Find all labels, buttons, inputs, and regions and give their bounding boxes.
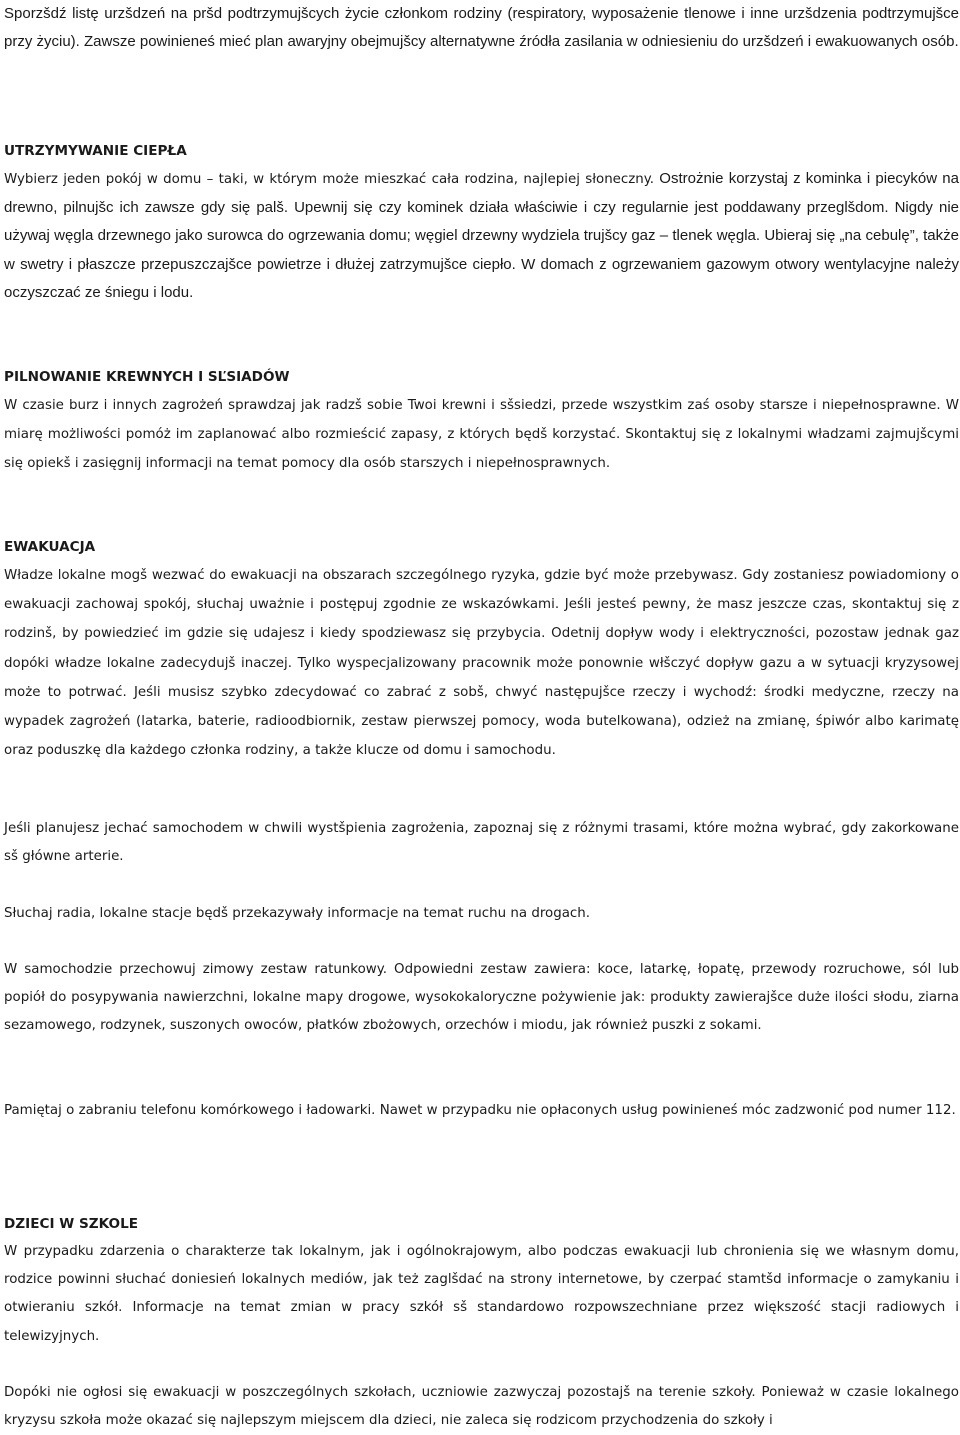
warmth-text-e: Ubieraj się „na cebulę”, także w swetry i płaszcze przepuszczajšce powietrze i dłużej zatrzymujšce ciepło. bbox=[4, 227, 959, 273]
section-heading-warmth: UTRZYMYWANIE CIEPŁA bbox=[4, 143, 187, 159]
evacuation-paragraph-4 bbox=[4, 956, 959, 1041]
school-p1-text-a: W przypadku zdarzenia o charakterze tak lokalnym, jak i ogólnokrajowym, albo podczas ewakuacji lub chronienia się we własnym domu, rodzice powinni słuchać doniesień lokalnych mediów, jak też zaglšdać na strony internetowe, by czerpać stamtšd informacje o zamykaniu i otwieraniu szkół. bbox=[4, 1244, 959, 1316]
school-p2-text-b: Ponieważ w czasie lokalnego kryzysu szkoła może okazać się najlepszym miejscem dla dzieci, nie zaleca się rodzicom przychodzenia do szkoły i bbox=[4, 1385, 959, 1429]
section-heading-evacuation: EWAKUACJA bbox=[4, 539, 96, 555]
evacuation-text-c: Jeśli jesteś pewny, że masz jeszcze czas, skontaktuj się z rodzinš, by powiedzieć im gdzie się udajesz i kiedy spodziewasz się przybycia. bbox=[4, 597, 959, 642]
section-heading-school: DZIECI W SZKOLE bbox=[4, 1216, 139, 1232]
evacuation-text-d: Odetnij dopływ wody i elektryczności, pozostaw jednak gaz dopóki władze lokalne zadecydujš inaczej. bbox=[4, 626, 959, 671]
warmth-paragraph bbox=[4, 165, 959, 307]
relatives-text-b: W miarę możliwości pomóż im zaplanować albo rozmieścić zapasy, z których będš korzystać. bbox=[4, 398, 959, 443]
intro-paragraph bbox=[4, 0, 959, 56]
warmth-text-a: Wybierz jeden pokój w domu – taki, w którym może mieszkać cała rodzina, najlepiej słoneczny. bbox=[4, 172, 655, 187]
evacuation-text-e: Tylko wyspecjalizowany pracownik może ponownie włšczyć dopływ gazu a w sytuacji kryzysowej może to potrwać. bbox=[4, 655, 959, 700]
relatives-paragraph bbox=[4, 391, 959, 479]
warmth-text-d: Nigdy nie używaj węgla drzewnego jako surowca do ogrzewania domu; węgiel drzewny wydziela trujšcy gaz – tlenek węgla. bbox=[4, 199, 960, 245]
evacuation-p2-text: Jeśli planujesz jechać samochodem w chwili wystšpienia zagrożenia, zapoznaj się z różnymi trasami, które można wybrać, gdy zakorkowane sš główne arterie. bbox=[4, 821, 959, 865]
evacuation-paragraph-3 bbox=[4, 900, 959, 928]
evacuation-paragraph-5 bbox=[4, 1097, 959, 1125]
school-paragraph-1 bbox=[4, 1238, 959, 1351]
evacuation-text-b: Gdy zostaniesz powiadomiony o ewakuacji zachowaj spokój, słuchaj uważnie i postępuj zgodnie ze wskazówkami. bbox=[4, 568, 959, 613]
relatives-text-a: W czasie burz i innych zagrożeń sprawdzaj jak radzš sobie Twoi krewni i sšsiedzi, przede wszystkim zaś osoby starsze i niepełnosprawne. bbox=[4, 398, 941, 413]
evacuation-p4-text-b: Odpowiedni zestaw zawiera: koce, latarkę, łopatę, przewody rozruchowe, sól lub popiół do posypywania nawierzchni, lokalne mapy drogowe, wysokokaloryczne pożywienie jak: produkty zawierajšce duże ilości słodu, ziarna sezamowego, rodzynek, suszonych owoców, płatków zbożowych, orzechów i miodu, jak również puszki z sokami. bbox=[4, 962, 959, 1034]
warmth-text-c: Upewnij się czy kominek działa właściwie i czy regularnie jest poddawany przeglšdom. bbox=[288, 199, 889, 217]
evacuation-p5-text-a: Pamiętaj o zabraniu telefonu komórkowego i ładowarki. bbox=[4, 1103, 376, 1118]
evacuation-paragraph-2 bbox=[4, 815, 959, 871]
school-p1-text-b: Informacje na temat zmian w pracy szkół sš standardowo rozpowszechniane przez większość stacji radiowych i telewizyjnych. bbox=[4, 1300, 959, 1344]
evacuation-text-a: Władze lokalne mogš wezwać do ewakuacji na obszarach szczególnego ryzyka, gdzie być może przebywasz. bbox=[4, 568, 738, 583]
intro-text: Sporzšdź listę urzšdzeń na pršd podtrzymujšcych życie członkom rodziny (respiratory, wyposażenie tlenowe i inne urzšdzenia podtrzymujšce przy życiu). Zawsze powinieneś mieć plan awaryjny obejmujšcy alternatywne źródła zasilania w odniesieniu do urzšdzeń i ewakuowanych osób. bbox=[4, 5, 959, 51]
evacuation-p3-text: Słuchaj radia, lokalne stacje będš przekazywały informacje na temat ruchu na drogach. bbox=[4, 906, 591, 921]
relatives-text-c: Skontaktuj się z lokalnymi władzami zajmujšcymi się opiekš i zasięgnij informacji na temat pomocy dla osób starszych i niepełnosprawnych. bbox=[4, 427, 959, 472]
school-paragraph-2 bbox=[4, 1379, 959, 1435]
school-p2-text-a: Dopóki nie ogłosi się ewakuacji w poszczególnych szkołach, uczniowie zazwyczaj pozostajš na terenie szkoły. bbox=[4, 1385, 756, 1400]
evacuation-paragraph-1 bbox=[4, 561, 959, 765]
evacuation-p4-text-a: W samochodzie przechowuj zimowy zestaw ratunkowy. bbox=[4, 962, 387, 977]
warmth-text-f: W domach z ogrzewaniem gazowym otwory wentylacyjne należy oczyszczać ze śniegu i lodu. bbox=[4, 255, 959, 301]
warmth-text-b: Ostrożnie korzystaj z kominka i piecyków na drewno, pilnujšc ich zawsze gdy się palš. bbox=[4, 170, 959, 217]
evacuation-text-f: Jeśli musisz szybko zdecydować co zabrać z sobš, chwyć następujšce rzeczy i wychodź: środki medyczne, rzeczy na wypadek zagrożeń (latarka, baterie, radioodbiornik, zestaw pierwszej pomocy, woda butelkowana), odzież na zmianę, śpiwór albo karimatę oraz poduszkę dla każdego członka rodziny, a także klucze od domu i samochodu. bbox=[4, 684, 959, 759]
evacuation-p5-text-b: Nawet w przypadku nie opłaconych usług powinieneś móc zadzwonić pod numer 112. bbox=[375, 1103, 956, 1118]
section-heading-relatives: PILNOWANIE KREWNYCH I SĽSIADÓW bbox=[4, 369, 290, 385]
